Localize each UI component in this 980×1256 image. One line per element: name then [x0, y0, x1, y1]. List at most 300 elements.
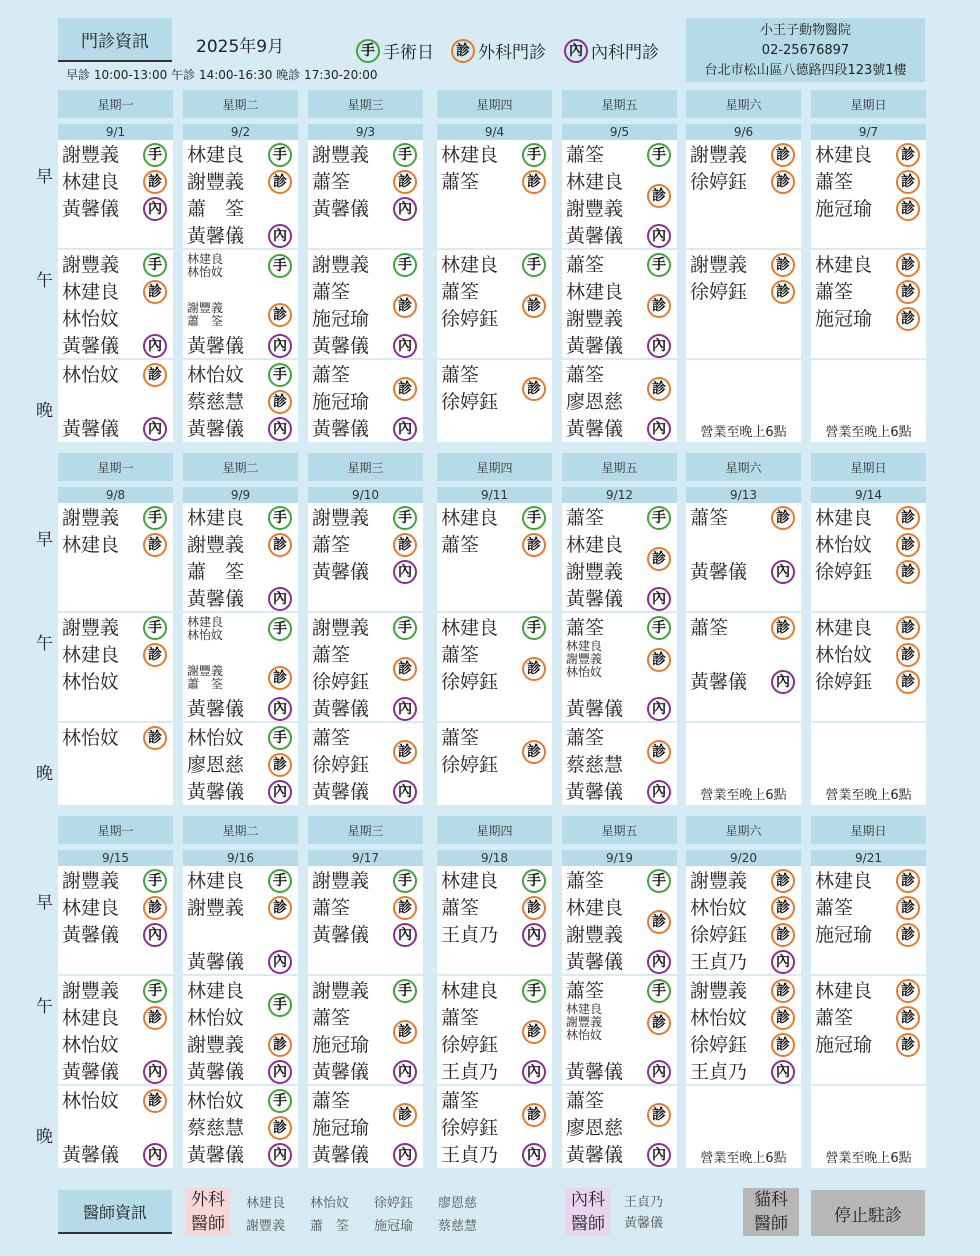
- date-header: 9/18: [437, 850, 552, 866]
- day-column: [58, 90, 173, 445]
- date-header: 9/7: [811, 124, 926, 140]
- weekday-header: 星期二: [183, 453, 298, 481]
- doctor-name: 黃馨儀: [566, 1061, 624, 1083]
- surgery-clinic-badge-icon: 診: [143, 363, 167, 387]
- schedule-cell-pm: [437, 613, 552, 721]
- doctor-name: 廖恩慈: [566, 391, 624, 413]
- schedule-cell-am: [686, 866, 801, 974]
- surgery-clinic-badge-icon: 診: [771, 170, 795, 194]
- closing-time-note: 營業至晚上6點: [825, 1151, 912, 1166]
- day-column: [183, 453, 298, 808]
- doctor-name: 林怡妏: [187, 1007, 245, 1029]
- surgery-clinic-badge-icon: 診: [143, 533, 167, 557]
- doctor-name: 謝豐義: [690, 254, 748, 276]
- weekday-header: 星期五: [562, 90, 677, 118]
- surgery-clinic-badge-icon: 診: [771, 869, 795, 893]
- doctor-entry: [815, 642, 924, 668]
- doctor-name: 蕭筌: [441, 364, 480, 386]
- doctor-name: 蕭筌: [441, 1007, 480, 1029]
- doctor-info-button[interactable]: 醫師資訊: [58, 1190, 172, 1234]
- day-column: [308, 90, 423, 445]
- doctor-name: 黃馨儀: [566, 418, 624, 440]
- schedule-cell-am: [686, 140, 801, 248]
- doctor-name: 蕭筌: [690, 617, 729, 639]
- schedule-cell-pm: [58, 250, 173, 358]
- schedule-cell-pm: [686, 613, 801, 721]
- doctor-entry: [441, 978, 550, 1004]
- doctor-entry: [441, 1032, 550, 1058]
- doctor-name: 黃馨儀: [312, 335, 370, 357]
- doctor-name: 林建良: [187, 870, 245, 892]
- doctor-entry: [187, 895, 296, 921]
- schedule-cell-pm: [811, 250, 926, 358]
- internal-clinic-badge-icon: 內: [647, 697, 671, 721]
- doctor-entry: [690, 868, 799, 894]
- weekday-header: 星期四: [437, 453, 552, 481]
- day-column: [308, 453, 423, 808]
- doctor-entry: [187, 949, 296, 975]
- day-column: [437, 816, 552, 1171]
- doctor-name: 徐婷鈺: [690, 171, 748, 193]
- week-block: [0, 453, 980, 808]
- surgery-clinic-badge-icon: 診: [771, 280, 795, 304]
- surgery-doctor-name: 蔡慈慧: [438, 1219, 478, 1234]
- doctor-name: 謝豐義: [312, 870, 370, 892]
- doctor-name: 林怡妏: [690, 1007, 748, 1029]
- surgery-day-badge-icon: 手: [268, 726, 292, 750]
- clinic-info: [686, 18, 925, 82]
- surgery-day-badge-icon: 手: [393, 979, 417, 1003]
- day-column: [437, 90, 552, 445]
- doctor-name: 黃馨儀: [566, 588, 624, 610]
- surgery-day-badge-icon: 手: [647, 506, 671, 530]
- date-header: 9/16: [183, 850, 298, 866]
- internal-clinic-badge-icon: 內: [647, 224, 671, 248]
- surgery-doctor-name: 施冠瑜: [374, 1219, 414, 1234]
- doctor-name: 謝豐義 蕭 筌: [187, 300, 224, 328]
- internal-clinic-badge-icon: 內: [268, 417, 292, 441]
- doctor-name: 蕭筌: [566, 980, 605, 1002]
- schedule-cell-eve: [811, 723, 926, 805]
- doctor-name: 蕭筌: [441, 1090, 480, 1112]
- doctor-entry: [312, 1032, 421, 1058]
- doctor-entry: [566, 223, 675, 249]
- doctor-name: 黃馨儀: [312, 698, 370, 720]
- surgery-clinic-badge-icon: 診: [896, 1006, 920, 1030]
- doctor-entry: [441, 615, 550, 641]
- doctor-entry: [312, 922, 421, 948]
- doctor-entry: [815, 868, 924, 894]
- schedule-cell-am: [562, 866, 677, 974]
- doctor-name: 蔡慈慧: [187, 1117, 245, 1139]
- internal-clinic-badge-icon: 內: [143, 334, 167, 358]
- doctor-name: 黃馨儀: [690, 561, 748, 583]
- surgery-day-badge-icon: 手: [268, 254, 292, 278]
- doctor-name: 林建良: [815, 254, 873, 276]
- surgery-day-badge-icon: 手: [647, 616, 671, 640]
- cat-doctors-label: 貓科 醫師: [743, 1188, 799, 1236]
- day-column: [562, 816, 677, 1171]
- surgery-doctor-name: 蕭 筌: [310, 1219, 350, 1234]
- surgery-clinic-badge-icon: 診: [896, 1033, 920, 1057]
- doctor-entry: [312, 895, 421, 921]
- clinic-address: 台北市松山區八德路四段123號1樓: [704, 63, 907, 78]
- doctor-name: 廖恩慈: [566, 1117, 624, 1139]
- surgery-clinic-badge-icon: 診: [268, 303, 292, 327]
- day-column: [183, 90, 298, 445]
- doctor-name: 黃馨儀: [187, 1061, 245, 1083]
- schedule-cell-pm: [308, 613, 423, 721]
- doctor-name: 林怡妏: [690, 897, 748, 919]
- internal-clinic-badge-icon: 內: [268, 334, 292, 358]
- internal-clinic-badge-icon: 內: [393, 334, 417, 358]
- doctor-name: 謝豐義: [566, 561, 624, 583]
- schedule-cell-eve: [437, 1086, 552, 1168]
- date-header: 9/13: [686, 487, 801, 503]
- doctor-entry: [187, 1005, 296, 1031]
- internal-clinic-badge-icon: 內: [268, 224, 292, 248]
- doctor-entry: [815, 895, 924, 921]
- doctor-entry: [815, 978, 924, 1004]
- doctor-name: 蔡慈慧: [187, 391, 245, 413]
- surgery-clinic-badge-icon: 診: [522, 657, 546, 681]
- date-header: 9/2: [183, 124, 298, 140]
- internal-clinic-badge-icon: 內: [143, 1143, 167, 1167]
- surgery-clinic-badge-icon: 診: [647, 184, 671, 208]
- doctor-entry: [187, 223, 296, 249]
- doctor-entry: [566, 196, 675, 222]
- internal-clinic-badge-icon: 內: [522, 1143, 546, 1167]
- doctor-name: 林建良 林怡妏: [187, 252, 224, 279]
- surgery-day-badge-icon: 手: [356, 39, 380, 63]
- doctor-entry: [815, 279, 924, 305]
- doctor-name: 林怡妏: [62, 364, 120, 386]
- schedule-cell-eve: [686, 360, 801, 442]
- schedule-cell-pm: [183, 613, 298, 721]
- schedule-cell-eve: [183, 360, 298, 442]
- surgery-doctor-name: 謝豐義: [246, 1219, 286, 1234]
- legend-surgery-clinic: [451, 38, 546, 63]
- day-column: [811, 90, 926, 445]
- day-column: [686, 453, 801, 808]
- surgery-day-badge-icon: 手: [647, 143, 671, 167]
- date-header: 9/10: [308, 487, 423, 503]
- doctor-entry: [62, 252, 171, 278]
- weekday-header: 星期五: [562, 816, 677, 844]
- weekday-header: 星期日: [811, 453, 926, 481]
- doctor-name: 王貞乃: [690, 951, 748, 973]
- doctor-entry: [187, 615, 296, 641]
- doctor-name: 蕭筌: [690, 507, 729, 529]
- doctor-entry: [187, 559, 296, 585]
- doctor-entry: [566, 1142, 675, 1168]
- doctor-entry: [441, 1142, 550, 1168]
- doctor-entry: [566, 868, 675, 894]
- schedule-cell-pm: [562, 613, 677, 721]
- surgery-day-badge-icon: 手: [393, 616, 417, 640]
- legend-label: 手術日: [383, 43, 434, 63]
- weekday-header: 星期五: [562, 453, 677, 481]
- schedule-cell-pm: [562, 976, 677, 1084]
- internal-clinic-badge-icon: 內: [393, 560, 417, 584]
- doctor-name: 林建良: [815, 507, 873, 529]
- doctor-entry: [312, 978, 421, 1004]
- doctor-entry: [815, 252, 924, 278]
- doctor-name: 黃馨儀: [62, 924, 120, 946]
- doctor-entry: [690, 669, 799, 695]
- internal-clinic-badge-icon: 內: [564, 39, 588, 63]
- surgery-clinic-badge-icon: 診: [896, 253, 920, 277]
- weekday-header: 星期一: [58, 816, 173, 844]
- doctor-name: 林建良: [62, 534, 120, 556]
- doctor-name: 林怡妏: [62, 671, 120, 693]
- weekday-header: 星期四: [437, 90, 552, 118]
- surgery-clinic-badge-icon: 診: [896, 280, 920, 304]
- doctor-name: 施冠瑜: [312, 391, 370, 413]
- surgery-clinic-badge-icon: 診: [393, 896, 417, 920]
- doctor-name: 林建良: [815, 144, 873, 166]
- doctor-name: 徐婷鈺: [815, 561, 873, 583]
- doctor-name: 徐婷鈺: [441, 754, 499, 776]
- clinic-hours: 早診 10:00-13:00 午診 14:00-16:30 晚診 17:30-20:00: [66, 68, 378, 82]
- doctor-name: 黃馨儀: [312, 418, 370, 440]
- doctor-name: 蕭筌: [312, 1007, 351, 1029]
- doctor-name: 謝豐義: [690, 144, 748, 166]
- doctor-entry: [187, 1142, 296, 1168]
- schedule-cell-eve: [437, 723, 552, 805]
- doctor-entry: [62, 333, 171, 359]
- doctor-name: 施冠瑜: [312, 308, 370, 330]
- schedule-cell-am: [437, 140, 552, 248]
- date-header: 9/8: [58, 487, 173, 503]
- surgery-clinic-badge-icon: 診: [771, 979, 795, 1003]
- surgery-clinic-badge-icon: 診: [522, 1020, 546, 1044]
- doctor-entry: [312, 669, 421, 695]
- doctor-name: 謝豐義: [312, 980, 370, 1002]
- doctor-name: 徐婷鈺: [815, 671, 873, 693]
- doctor-entry: [62, 1005, 171, 1031]
- surgery-day-badge-icon: 手: [268, 363, 292, 387]
- doctor-name: 林建良: [566, 534, 624, 556]
- surgery-clinic-badge-icon: 診: [647, 1011, 671, 1035]
- schedule-cell-pm: [811, 613, 926, 721]
- doctor-entry: [566, 752, 675, 778]
- doctor-entry: [690, 895, 799, 921]
- doctor-entry: [187, 1088, 296, 1114]
- doctor-entry: [690, 1005, 799, 1031]
- doctor-name: 廖恩慈: [187, 754, 245, 776]
- surgery-day-badge-icon: 手: [647, 253, 671, 277]
- doctor-entry: [312, 416, 421, 442]
- doctor-entry: [187, 664, 296, 690]
- doctor-name: 林怡妏: [187, 364, 245, 386]
- doctor-name: 林建良: [566, 281, 624, 303]
- doctor-name: 蕭筌: [566, 364, 605, 386]
- surgery-clinic-badge-icon: 診: [771, 143, 795, 167]
- doctor-name: 林建良: [815, 617, 873, 639]
- day-column: [686, 90, 801, 445]
- schedule-cell-am: [308, 866, 423, 974]
- doctor-entry: [312, 779, 421, 805]
- doctor-entry: [62, 642, 171, 668]
- doctor-entry: [441, 389, 550, 415]
- doctor-entry: [312, 696, 421, 722]
- schedule-cell-am: [58, 866, 173, 974]
- doctor-entry: [690, 615, 799, 641]
- doctor-entry: [690, 505, 799, 531]
- doctor-name: 謝豐義: [690, 980, 748, 1002]
- doctor-entry: [312, 196, 421, 222]
- date-header: 9/4: [437, 124, 552, 140]
- doctor-name: 林建良: [187, 980, 245, 1002]
- surgery-day-badge-icon: 手: [268, 143, 292, 167]
- surgery-clinic-badge-icon: 診: [896, 869, 920, 893]
- doctor-entry: [312, 142, 421, 168]
- doctor-entry: [566, 505, 675, 531]
- doctor-entry: [62, 895, 171, 921]
- doctor-name: 蕭筌: [441, 534, 480, 556]
- period-label: 午: [36, 634, 53, 654]
- surgery-clinic-badge-icon: 診: [771, 1033, 795, 1057]
- doctor-name: 謝豐義: [62, 980, 120, 1002]
- doctor-entry: [690, 559, 799, 585]
- header: [0, 0, 980, 88]
- period-label: 早: [36, 167, 53, 187]
- doctor-name: 徐婷鈺: [441, 1034, 499, 1056]
- doctor-name: 林建良 謝豐義 林怡妏: [566, 1002, 603, 1043]
- doctor-name: 蕭筌: [566, 727, 605, 749]
- doctor-name: 林建良: [441, 617, 499, 639]
- doctor-entry: [312, 505, 421, 531]
- date-header: 9/19: [562, 850, 677, 866]
- internal-doctor-list: [624, 1192, 663, 1234]
- doctor-entry: [441, 922, 550, 948]
- surgery-clinic-badge-icon: 診: [522, 740, 546, 764]
- doctor-name: 蕭筌: [815, 1007, 854, 1029]
- day-column: [811, 816, 926, 1171]
- date-header: 9/3: [308, 124, 423, 140]
- surgery-clinic-badge-icon: 診: [771, 253, 795, 277]
- day-column: [562, 90, 677, 445]
- doctor-name: 林建良: [62, 644, 120, 666]
- doctor-entry: [62, 978, 171, 1004]
- surgery-clinic-badge-icon: 診: [268, 390, 292, 414]
- doctor-entry: [566, 978, 675, 1004]
- doctor-name: 謝豐義: [62, 617, 120, 639]
- internal-clinic-badge-icon: 內: [143, 923, 167, 947]
- doctor-name: 謝豐義: [62, 507, 120, 529]
- weekday-header: 星期一: [58, 90, 173, 118]
- doctor-name: 蕭筌: [815, 171, 854, 193]
- doctor-name: 蕭筌: [566, 507, 605, 529]
- doctor-entry: [566, 142, 675, 168]
- internal-clinic-badge-icon: 內: [143, 197, 167, 221]
- doctor-entry: [815, 922, 924, 948]
- doctor-name: 林建良: [62, 897, 120, 919]
- weekday-header: 星期二: [183, 816, 298, 844]
- doctor-name: 謝豐義: [187, 534, 245, 556]
- surgery-clinic-badge-icon: 診: [647, 377, 671, 401]
- surgery-doctor-name: 廖恩慈: [438, 1196, 478, 1211]
- schedule-cell-eve: [183, 723, 298, 805]
- day-column: [308, 816, 423, 1171]
- surgery-day-badge-icon: 手: [393, 869, 417, 893]
- doctor-entry: [566, 1115, 675, 1141]
- schedule-cell-eve: [562, 723, 677, 805]
- doctor-entry: [312, 868, 421, 894]
- doctor-name: 王貞乃: [690, 1061, 748, 1083]
- doctor-name: 林建良 謝豐義 林怡妏: [566, 639, 603, 680]
- doctor-name: 黃馨儀: [566, 335, 624, 357]
- doctor-name: 林怡妏: [62, 1090, 120, 1112]
- surgery-day-badge-icon: 手: [268, 506, 292, 530]
- internal-clinic-badge-icon: 內: [771, 950, 795, 974]
- doctor-name: 林建良 林怡妏: [187, 615, 224, 642]
- surgery-clinic-badge-icon: 診: [896, 197, 920, 221]
- schedule-cell-am: [58, 503, 173, 611]
- surgery-clinic-badge-icon: 診: [771, 506, 795, 530]
- doctor-name: 黃馨儀: [566, 1144, 624, 1166]
- internal-clinic-badge-icon: 內: [268, 587, 292, 611]
- doctor-name: 林怡妏: [187, 727, 245, 749]
- doctor-entry: [187, 389, 296, 415]
- surgery-clinic-badge-icon: 診: [647, 1103, 671, 1127]
- doctor-name: 黃馨儀: [566, 698, 624, 720]
- schedule-cell-pm: [308, 976, 423, 1084]
- internal-clinic-badge-icon: 內: [647, 587, 671, 611]
- doctor-entry: [815, 1032, 924, 1058]
- weekday-header: 星期六: [686, 453, 801, 481]
- doctor-name: 謝豐義: [187, 1034, 245, 1056]
- doctor-name: 黃馨儀: [566, 781, 624, 803]
- date-header: 9/1: [58, 124, 173, 140]
- surgery-day-badge-icon: 手: [143, 979, 167, 1003]
- doctor-entry: [312, 252, 421, 278]
- doctor-entry: [62, 922, 171, 948]
- doctor-entry: [441, 1115, 550, 1141]
- surgery-clinic-badge-icon: 診: [522, 294, 546, 318]
- doctor-name: 黃馨儀: [690, 671, 748, 693]
- internal-clinic-badge-icon: 內: [393, 197, 417, 221]
- doctor-entry: [815, 615, 924, 641]
- surgery-clinic-badge-icon: 診: [143, 1089, 167, 1113]
- surgery-clinic-badge-icon: 診: [268, 666, 292, 690]
- doctor-name: 林怡妏: [815, 534, 873, 556]
- footer: [0, 1186, 980, 1256]
- internal-clinic-badge-icon: 內: [393, 1060, 417, 1084]
- schedule-cell-eve: [562, 360, 677, 442]
- doctor-name: 黃馨儀: [62, 335, 120, 357]
- internal-clinic-badge-icon: 內: [393, 923, 417, 947]
- doctor-entry: [62, 505, 171, 531]
- doctor-entry: [312, 169, 421, 195]
- closing-time-note: 營業至晚上6點: [700, 788, 787, 803]
- page-title: 門診資訊: [58, 18, 172, 62]
- surgery-day-badge-icon: 手: [522, 143, 546, 167]
- doctor-entry: [566, 949, 675, 975]
- doctor-name: 蕭筌: [312, 171, 351, 193]
- doctor-entry: [441, 669, 550, 695]
- internal-clinic-badge-icon: 內: [393, 697, 417, 721]
- doctor-entry: [441, 868, 550, 894]
- doctor-entry: [566, 922, 675, 948]
- doctor-name: 黃馨儀: [62, 198, 120, 220]
- surgery-clinic-badge-icon: 診: [896, 616, 920, 640]
- date-header: 9/12: [562, 487, 677, 503]
- closing-time-note: 營業至晚上6點: [825, 788, 912, 803]
- surgery-clinic-badge-icon: 診: [268, 1033, 292, 1057]
- surgery-day-badge-icon: 手: [143, 616, 167, 640]
